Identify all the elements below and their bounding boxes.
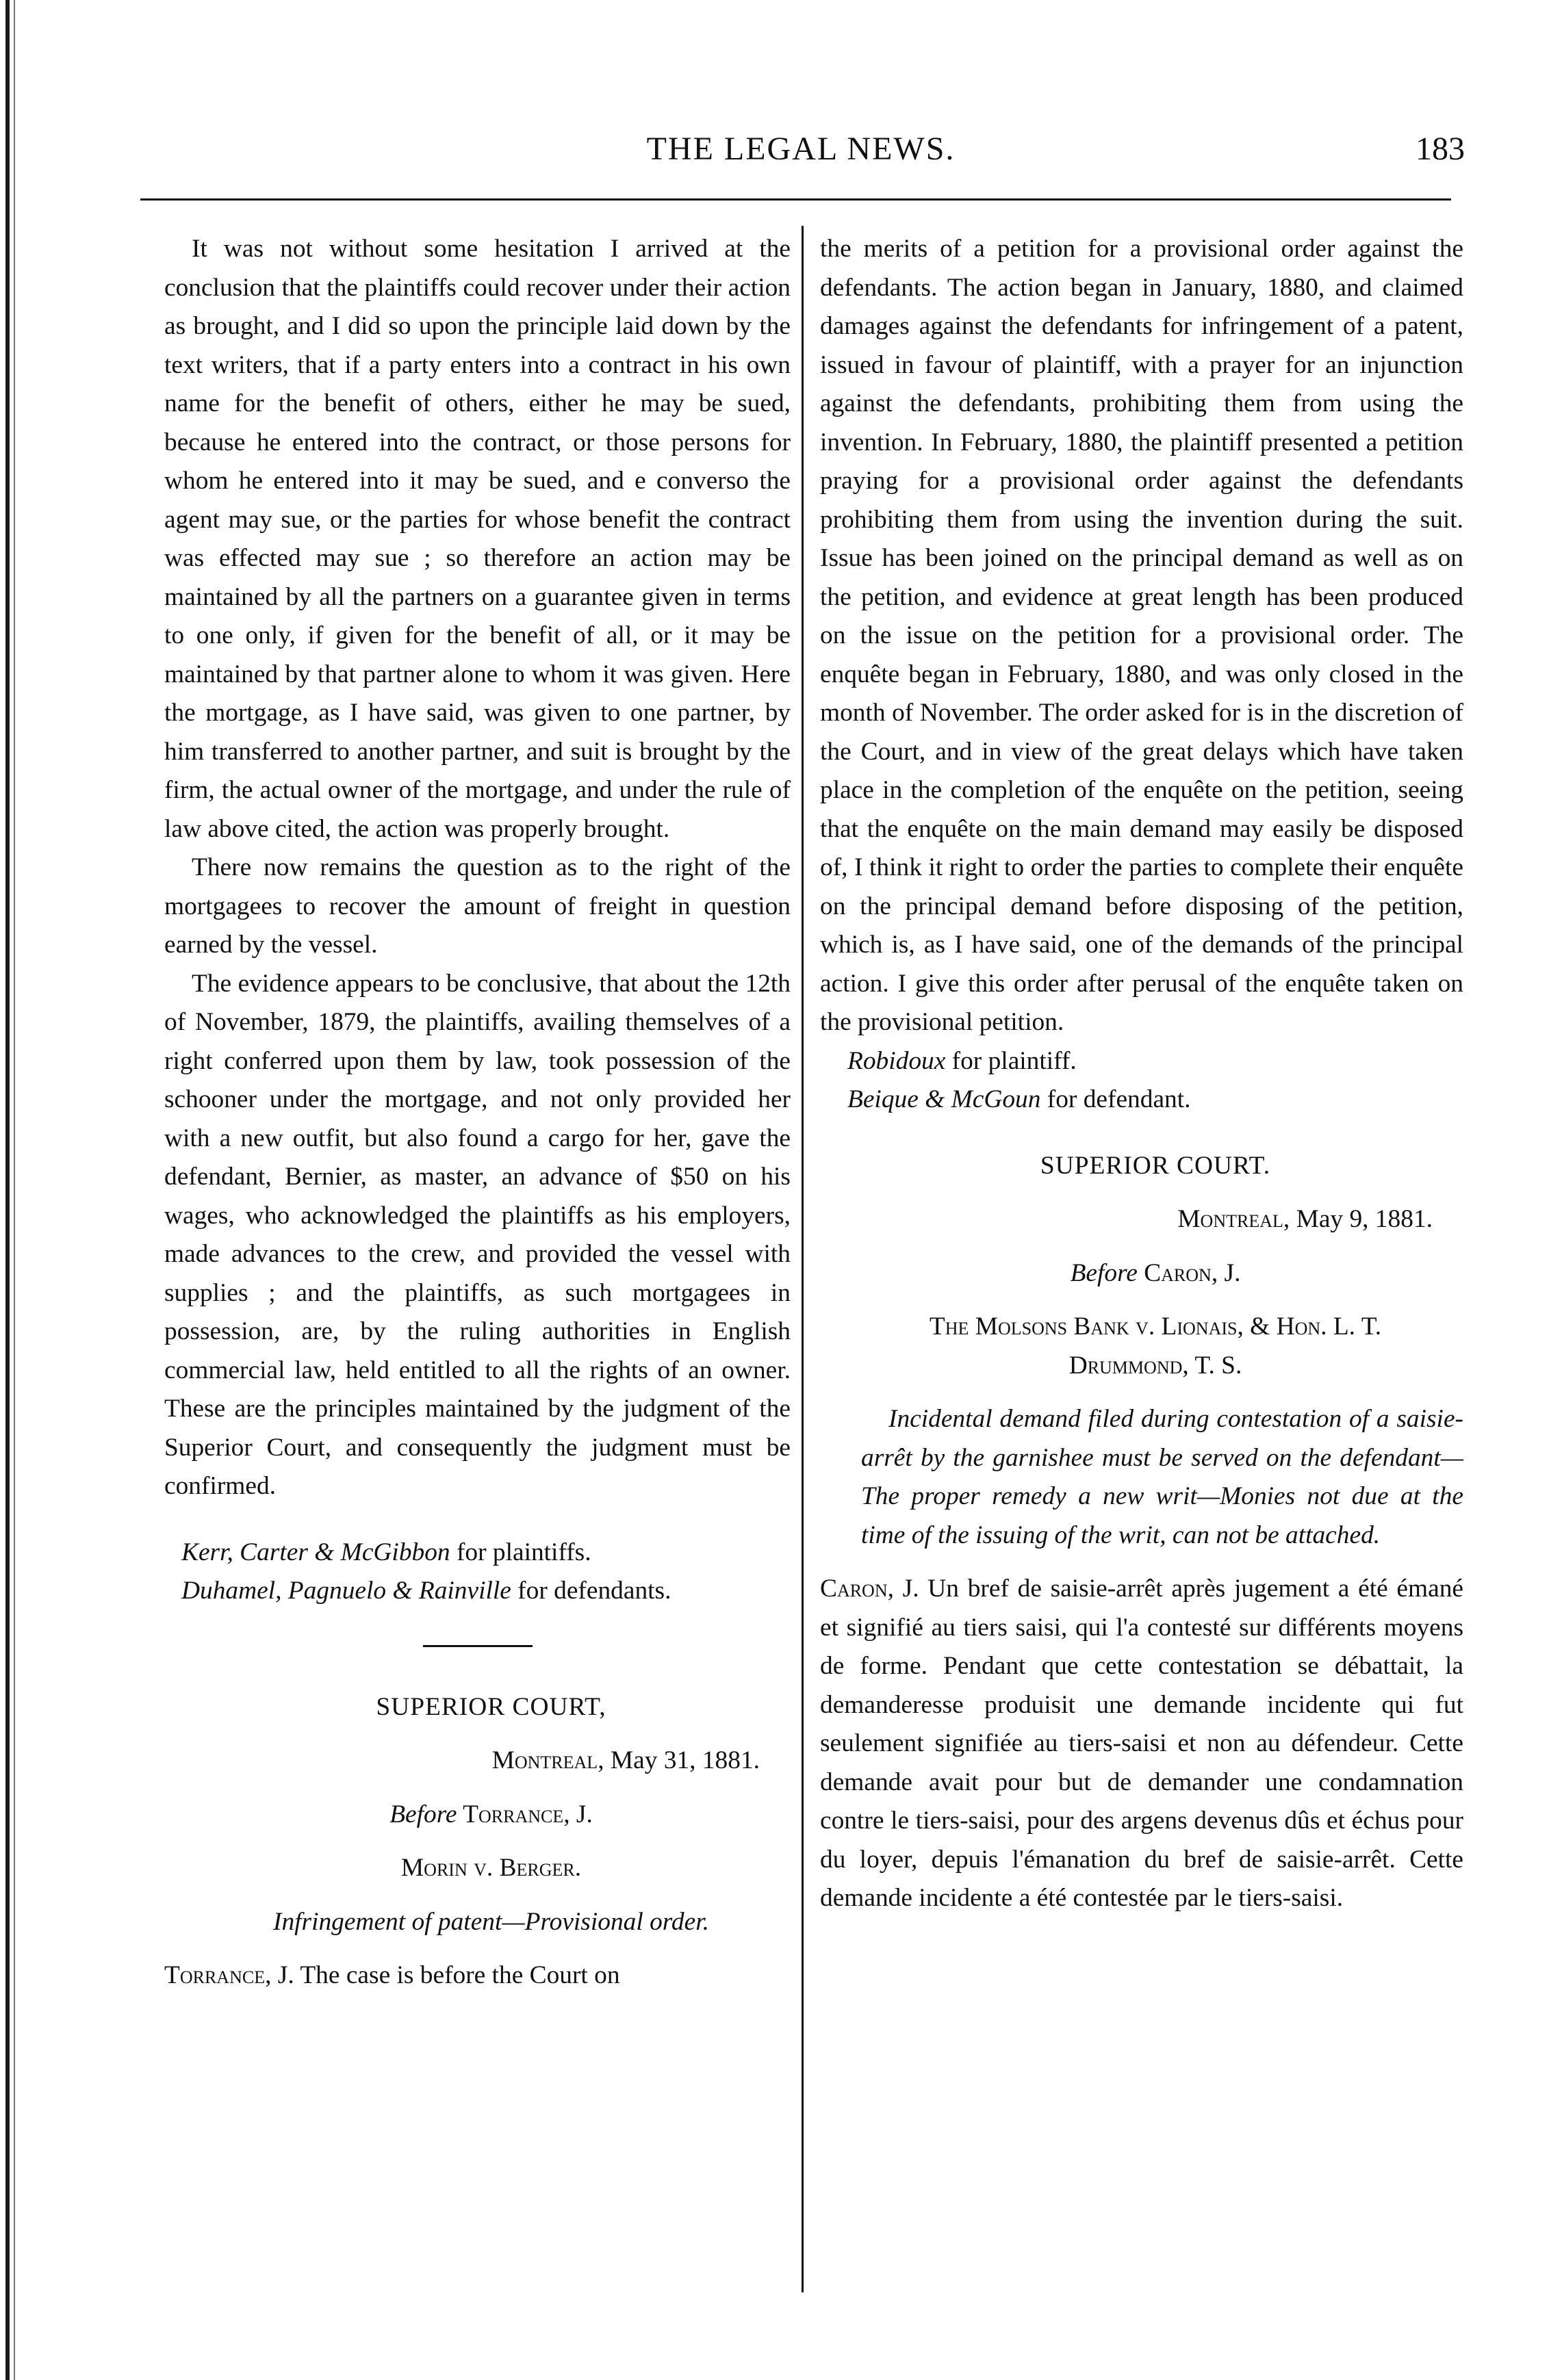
page-header: [137, 130, 1465, 178]
opinion-paragraph: There now remains the question as to the right of the mortgagees to recover the amount of freight in question earned by the vessel.: [164, 853, 791, 959]
counsel-names: Kerr, Carter & McGibbon: [181, 1538, 450, 1566]
judge-name: Caron, J.: [1137, 1258, 1241, 1287]
case-parties-continued: Drummond, T. S.: [1068, 1351, 1242, 1380]
opinion-paragraph: It was not without some hesitation I arrived at the conclusion that the plaintiffs could recover under their action as brought, and I did so upon the principle laid down by the text writers, that if a party enters into a contract in his own name for the benefit of others, either he may be sued, because he entered into the contract, or those persons for whom he entered into it may be sued, and e converso the agent may sue, or the parties for whose benefit the contract was effected may sue ; so therefore an action may be maintained by all the partners on a guarantee given in terms to one only, if given for the benefit of all, or it may be maintained by that partner alone to whom it was given. Here the mortgage, as I have said, was given to one partner, by him transferred to another partner, and suit is brought by the firm, the actual owner of the mortgage, and under the rule of law above cited, the action was properly brought.: [164, 235, 791, 843]
page-edge-shadow: [14, 0, 15, 2380]
left-column: [164, 230, 791, 1995]
right-column: [820, 230, 1463, 1918]
header-rule: [140, 198, 1451, 201]
section-divider: [423, 1645, 533, 1647]
counsel-names: Beique & McGoun: [847, 1085, 1041, 1113]
counsel-role: for plaintiff.: [945, 1046, 1077, 1075]
before-judge: [820, 1254, 1463, 1293]
judge-name: Torrance, J.: [164, 1961, 294, 1989]
page-edge-rule: [5, 0, 10, 2380]
column-divider: [802, 226, 804, 2292]
opinion-paragraph: The evidence appears to be conclusive, that about the 12th of November, 1879, the plaintiffs, availing themselves of a right conferred upon them by law, took possession of the schooner under the mortgage, and not only provided her with a new outfit, but also found a cargo for her, gave the defendant, Bernier, as master, an advance of $50 on his wages, who acknowledged the plaintiffs as his employers, made advances to the crew, and provided the vessel with supplies ; and the plaintiffs, as such mortgagees in possession, are, by the ruling authorities in English commercial law, held entitled to all the rights of an owner. These are the principles maintained by the judgment of the Superior Court, and consequently the judgment must be confirmed.: [164, 969, 791, 1500]
counsel-role: for plaintiffs.: [450, 1538, 591, 1566]
counsel-role: for defendant.: [1040, 1085, 1191, 1113]
judgment-opening: [164, 1956, 791, 1995]
case-parties: Morin v. Berger.: [400, 1854, 582, 1882]
page-number: 183: [1416, 131, 1465, 167]
counsel-plaintiffs: [164, 1534, 791, 1573]
court-heading: SUPERIOR COURT,: [376, 1692, 606, 1721]
counsel-defendants: [164, 1572, 791, 1611]
counsel-role: for defendants.: [511, 1577, 671, 1605]
place: Montreal,: [1177, 1205, 1290, 1233]
running-title: THE LEGAL NEWS.: [646, 131, 956, 167]
counsel-defendant: [820, 1081, 1463, 1120]
headnote: Infringement of patent—Provisional order.: [273, 1907, 709, 1936]
judge-name: Caron, J.: [820, 1575, 919, 1603]
before-label: Before: [1070, 1258, 1138, 1287]
date: May 31, 1881.: [604, 1746, 760, 1774]
judgment-text: The case is before the Court on: [294, 1961, 620, 1989]
court-heading: SUPERIOR COURT.: [1040, 1151, 1271, 1180]
place: Montreal,: [491, 1746, 604, 1774]
before-judge: [164, 1796, 791, 1835]
place-date: [164, 1742, 791, 1781]
judgment-opening: [820, 1570, 1463, 1918]
date: May 9, 1881.: [1290, 1205, 1433, 1233]
judge-name: Torrance, J.: [457, 1800, 593, 1828]
counsel-plaintiff: [820, 1042, 1463, 1081]
case-parties: The Molsons Bank v. Lionais, & Hon. L. T.: [929, 1312, 1382, 1341]
counsel-names: Robidoux: [847, 1046, 946, 1075]
opinion-continuation: the merits of a petition for a provisional order against the defendants. The action began in January, 1880, and claimed damages against the defendants for infringement of a patent, issued in favour of plaintiff, with a prayer for an injunction against the defendants, prohibiting them from using the invention. In February, 1880, the plaintiff presented a petition praying for a provisional order against the defendants prohibiting them from using the invention during the suit. Issue has been joined on the principal demand as well as on the petition, and evidence at great length has been produced on the issue on the petition for a provisional order. The enquête began in February, 1880, and was only closed in the month of November. The order asked for is in the discretion of the Court, and in view of the great delays which have taken place in the completion of the enquête on the petition, seeing that the enquête on the main demand may easily be disposed of, I think it right to order the parties to complete their enquête on the principal demand before disposing of the petition, which is, as I have said, one of the demands of the principal action. I give this order after perusal of the enquête taken on the provisional petition.: [820, 235, 1463, 1036]
counsel-names: Duhamel, Pagnuelo & Rainville: [181, 1577, 511, 1605]
before-label: Before: [389, 1800, 457, 1828]
headnote: Incidental demand filed during contestation of a saisie-arrêt by the garnishee must be served on the defendant—The proper remedy a new writ—Monies not due at the time of the issuing of the writ, can not be attached.: [861, 1405, 1463, 1549]
place-date: [820, 1200, 1463, 1239]
judgment-text: Un bref de saisie-arrêt après jugement a été émané et signifié au tiers saisi, qui l'a contesté sur différents moyens de forme. Pendant que cette contestation se débattait, la demanderesse produisit une demande incidente qui fut seulement signifiée au tiers-saisi et non au défendeur. Cette demande avait pour but de demander une condamnation contre le tiers-saisi, pour des argens devenus dûs et échus pour du loyer, depuis l'émanation du bref de saisie-arrêt. Cette demande incidente a été contestée par le tiers-saisi.: [820, 1575, 1463, 1912]
